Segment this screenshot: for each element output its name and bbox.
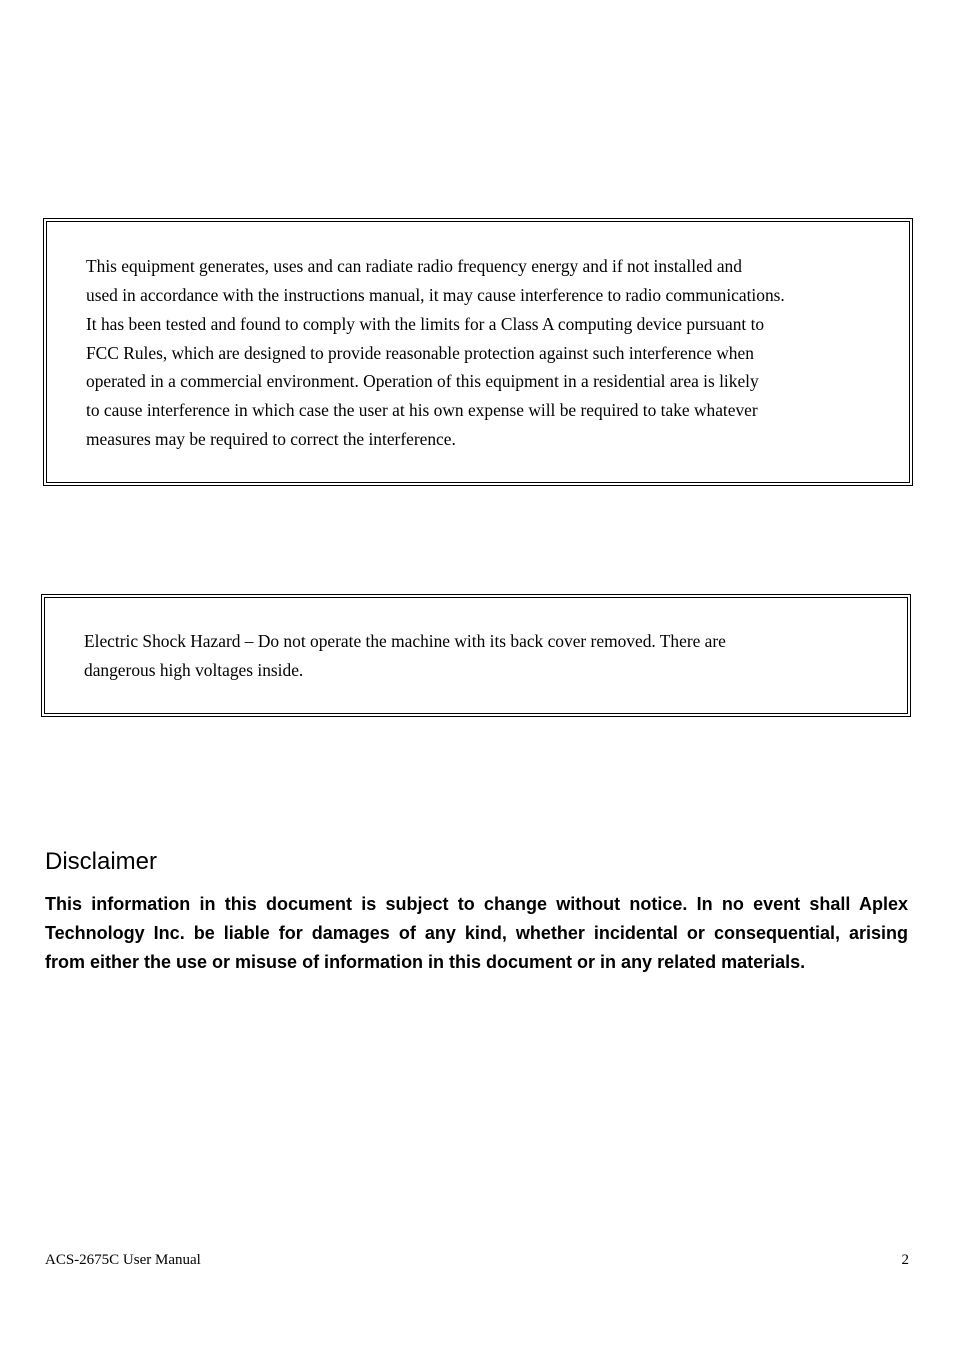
shock-warning-line: dangerous high voltages inside. [84, 660, 304, 680]
disclaimer-line: Technology Inc. be liable for damages of any kind, whether incidental or consequential, arising [45, 923, 908, 943]
disclaimer-line: This information in this document is subject to change without notice. In no event shall Aplex [45, 894, 908, 914]
fcc-notice-line: measures may be required to correct the interference. [86, 429, 456, 449]
footer-page-number: 2 [901, 1252, 909, 1268]
fcc-notice-box [43, 218, 913, 486]
fcc-notice-line: to cause interference in which case the user at his own expense will be required to take whatever [86, 400, 758, 420]
fcc-notice-line: operated in a commercial environment. Operation of this equipment in a residential area is likely [86, 371, 759, 391]
fcc-notice-line: This equipment generates, uses and can radiate radio frequency energy and if not installed and [86, 256, 742, 276]
fcc-notice-line: It has been tested and found to comply with the limits for a Class A computing device pursuant to [86, 314, 765, 334]
disclaimer-heading: Disclaimer [45, 848, 158, 875]
fcc-notice-line: used in accordance with the instructions manual, it may cause interference to radio communications. [86, 285, 785, 305]
shock-warning-line: Electric Shock Hazard – Do not operate the machine with its back cover removed. There are [84, 631, 726, 651]
footer-manual-title: ACS-2675C User Manual [45, 1252, 201, 1268]
disclaimer-line: from either the use or misuse of information in this document or in any related materials. [45, 952, 806, 972]
shock-warning-box [41, 594, 911, 717]
fcc-notice-line: FCC Rules, which are designed to provide reasonable protection against such interference when [86, 343, 754, 363]
